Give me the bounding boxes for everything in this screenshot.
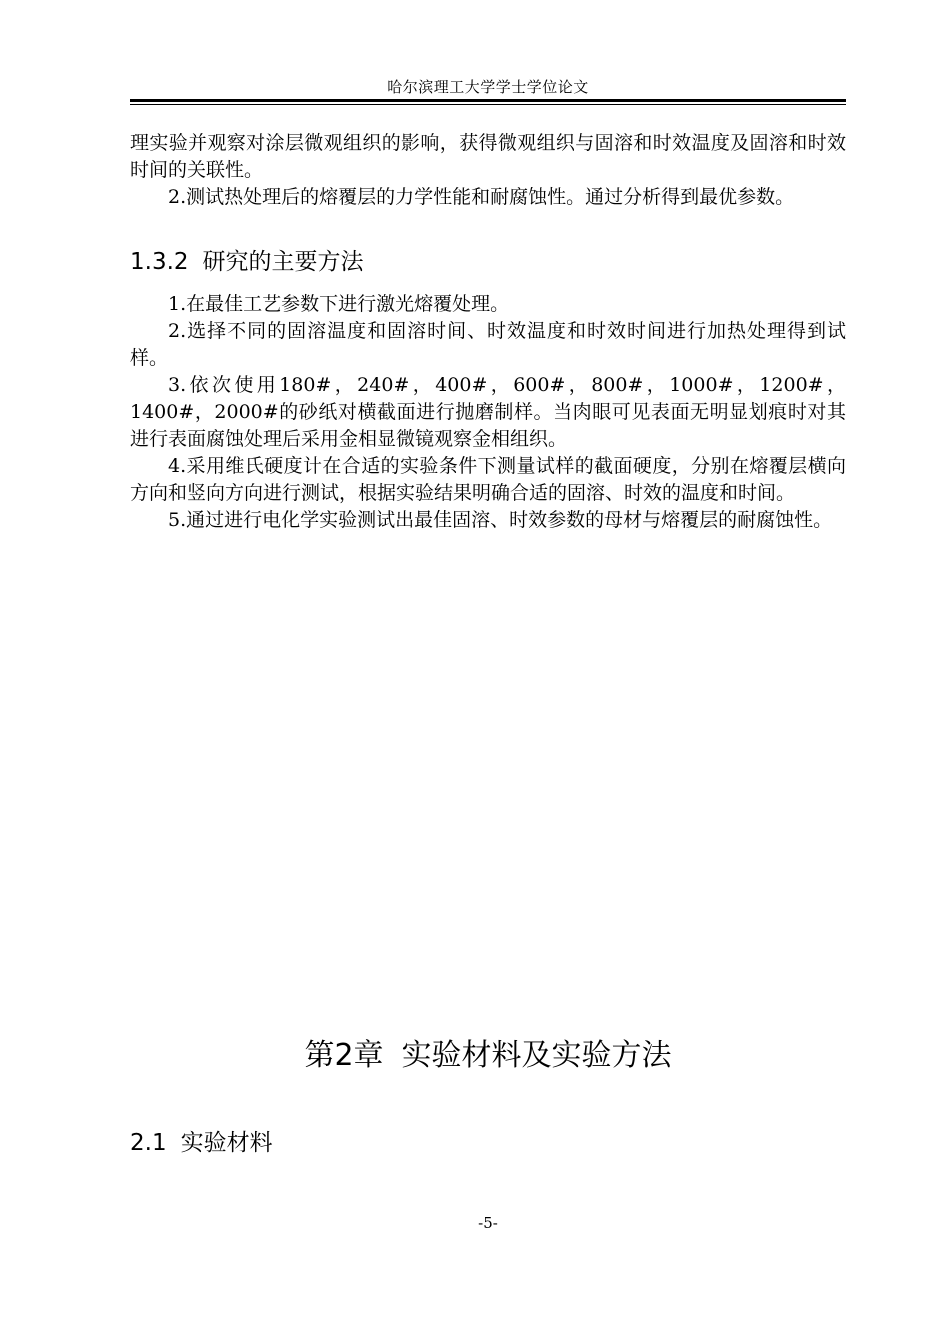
section-number: 2.1	[130, 1130, 167, 1156]
chapter-number: 第2章	[304, 1038, 384, 1073]
method-item-4: 4.采用维氏硬度计在合适的实验条件下测量试样的截面硬度，分别在熔覆层横向方向和竖向方向进行测试，根据实验结果明确合适的固溶、时效的温度和时间。	[130, 455, 846, 504]
intro-paragraph-2: 2.测试热处理后的熔覆层的力学性能和耐腐蚀性。通过分析得到最优参数。	[168, 186, 795, 208]
section-number: 1.3.2	[130, 249, 189, 275]
section-title: 实验材料	[180, 1130, 273, 1156]
section-heading-1-3-2	[130, 248, 364, 276]
intro-paragraphs	[130, 130, 846, 211]
chapter-name: 实验材料及实验方法	[401, 1038, 672, 1073]
header-rule-thin	[130, 104, 846, 105]
section-title: 研究的主要方法	[202, 249, 364, 275]
header-rule-thick	[130, 99, 846, 102]
method-list	[130, 291, 846, 534]
running-header: 哈尔滨理工大学学士学位论文	[387, 78, 589, 96]
method-item-5: 5.通过进行电化学实验测试出最佳固溶、时效参数的母材与熔覆层的耐腐蚀性。	[168, 509, 833, 531]
chapter-title	[130, 1036, 846, 1076]
method-item-3: 3.依次使用180#，240#，400#，600#，800#，1000#，1200#，1400#，2000#的砂纸对横截面进行抛磨制样。当肉眼可见表面无明显划痕时对其进行表面腐蚀处理后采用金相显微镜观察金相组织。	[130, 374, 846, 450]
section-heading-2-1	[130, 1129, 273, 1157]
page-number: -5-	[478, 1214, 498, 1232]
method-item-1: 1.在最佳工艺参数下进行激光熔覆处理。	[168, 293, 510, 315]
intro-paragraph-1: 理实验并观察对涂层微观组织的影响，获得微观组织与固溶和时效温度及固溶和时效时间的关联性。	[130, 132, 846, 181]
method-item-2: 2.选择不同的固溶温度和固溶时间、时效温度和时效时间进行加热处理得到试样。	[130, 320, 846, 369]
